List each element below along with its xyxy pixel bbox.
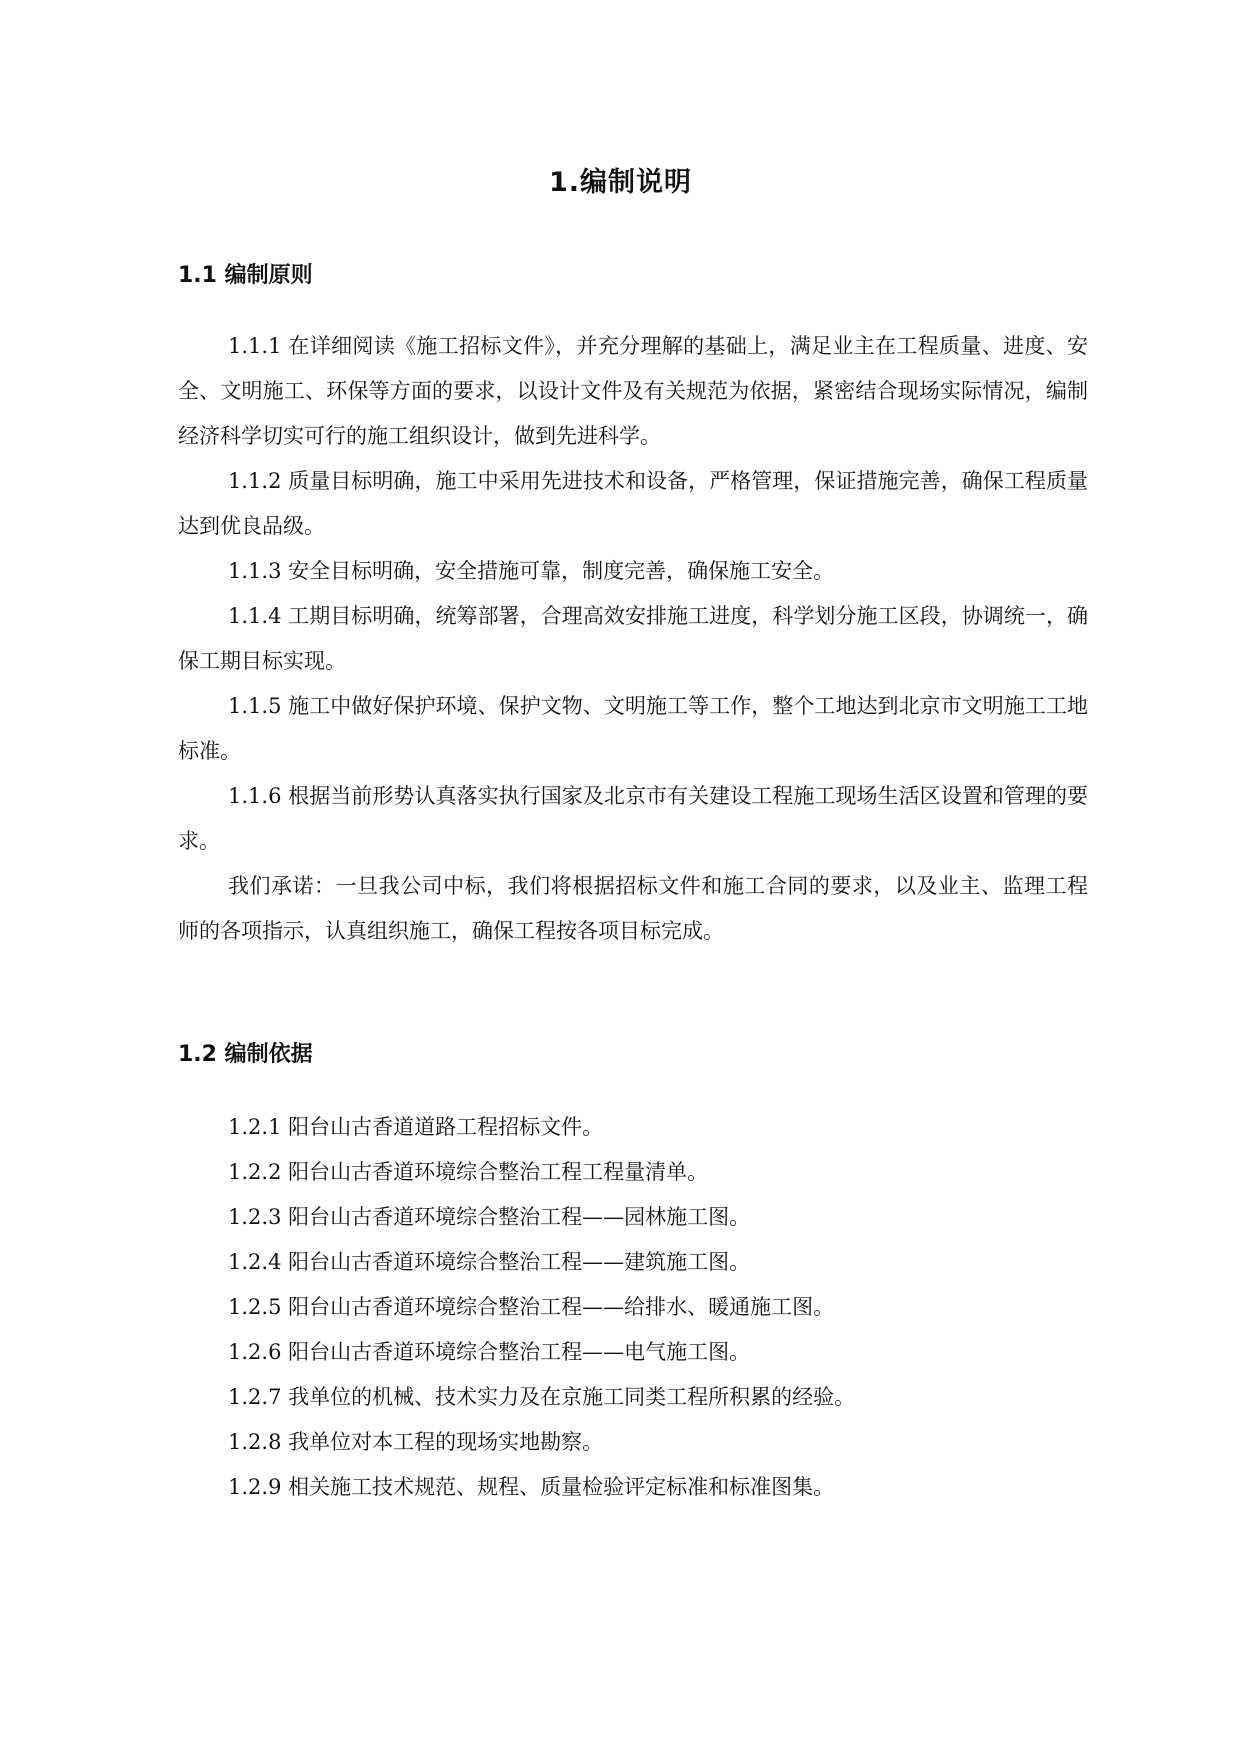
section-heading: 1.1 编制原则 — [178, 263, 313, 288]
list-item: 1.2.6 阳台山古香道环境综合整治工程——电气施工图。 — [228, 1340, 751, 1364]
list-item: 1.2.7 我单位的机械、技术实力及在京施工同类工程所积累的经验。 — [228, 1385, 856, 1409]
list-item: 1.2.9 相关施工技术规范、规程、质量检验评定标准和标准图集。 — [228, 1475, 835, 1499]
list-item: 1.2.1 阳台山古香道道路工程招标文件。 — [228, 1115, 604, 1139]
section-body — [178, 1105, 1088, 1510]
list-item: 1.2.2 阳台山古香道环境综合整治工程工程量清单。 — [228, 1160, 709, 1184]
list-item: 1.2.5 阳台山古香道环境综合整治工程——给排水、暖通施工图。 — [228, 1295, 835, 1319]
paragraph: 1.1.6 根据当前形势认真落实执行国家及北京市有关建设工程施工现场生活区设置和管理的要求。 — [178, 784, 1088, 853]
section-heading: 1.2 编制依据 — [178, 1042, 313, 1067]
list-item: 1.2.4 阳台山古香道环境综合整治工程——建筑施工图。 — [228, 1250, 751, 1274]
section-body — [178, 324, 1088, 954]
paragraph: 1.1.3 安全目标明确，安全措施可靠，制度完善，确保施工安全。 — [228, 559, 835, 583]
paragraph: 1.1.5 施工中做好保护环境、保护文物、文明施工等工作，整个工地达到北京市文明施工工地标准。 — [178, 694, 1088, 763]
section-compilation-principles — [178, 258, 1088, 954]
section-compilation-basis — [178, 1037, 1088, 1510]
paragraph: 1.1.4 工期目标明确，统筹部署，合理高效安排施工进度，科学划分施工区段，协调统一，确保工期目标实现。 — [178, 604, 1088, 673]
paragraph: 1.1.2 质量目标明确，施工中采用先进技术和设备，严格管理，保证措施完善，确保工程质量达到优良品级。 — [178, 469, 1088, 538]
document-title: 1.编制说明 — [548, 167, 693, 198]
list-item: 1.2.3 阳台山古香道环境综合整治工程——园林施工图。 — [228, 1205, 751, 1229]
paragraph: 我们承诺：一旦我公司中标，我们将根据招标文件和施工合同的要求，以及业主、监理工程师的各项指示，认真组织施工，确保工程按各项目标完成。 — [178, 874, 1088, 943]
list-item: 1.2.8 我单位对本工程的现场实地勘察。 — [228, 1430, 604, 1454]
paragraph: 1.1.1 在详细阅读《施工招标文件》，并充分理解的基础上，满足业主在工程质量、进度、安全、文明施工、环保等方面的要求，以设计文件及有关规范为依据，紧密结合现场实际情况，编制经济科学切实可行的施工组织设计，做到先进科学。 — [178, 334, 1088, 448]
